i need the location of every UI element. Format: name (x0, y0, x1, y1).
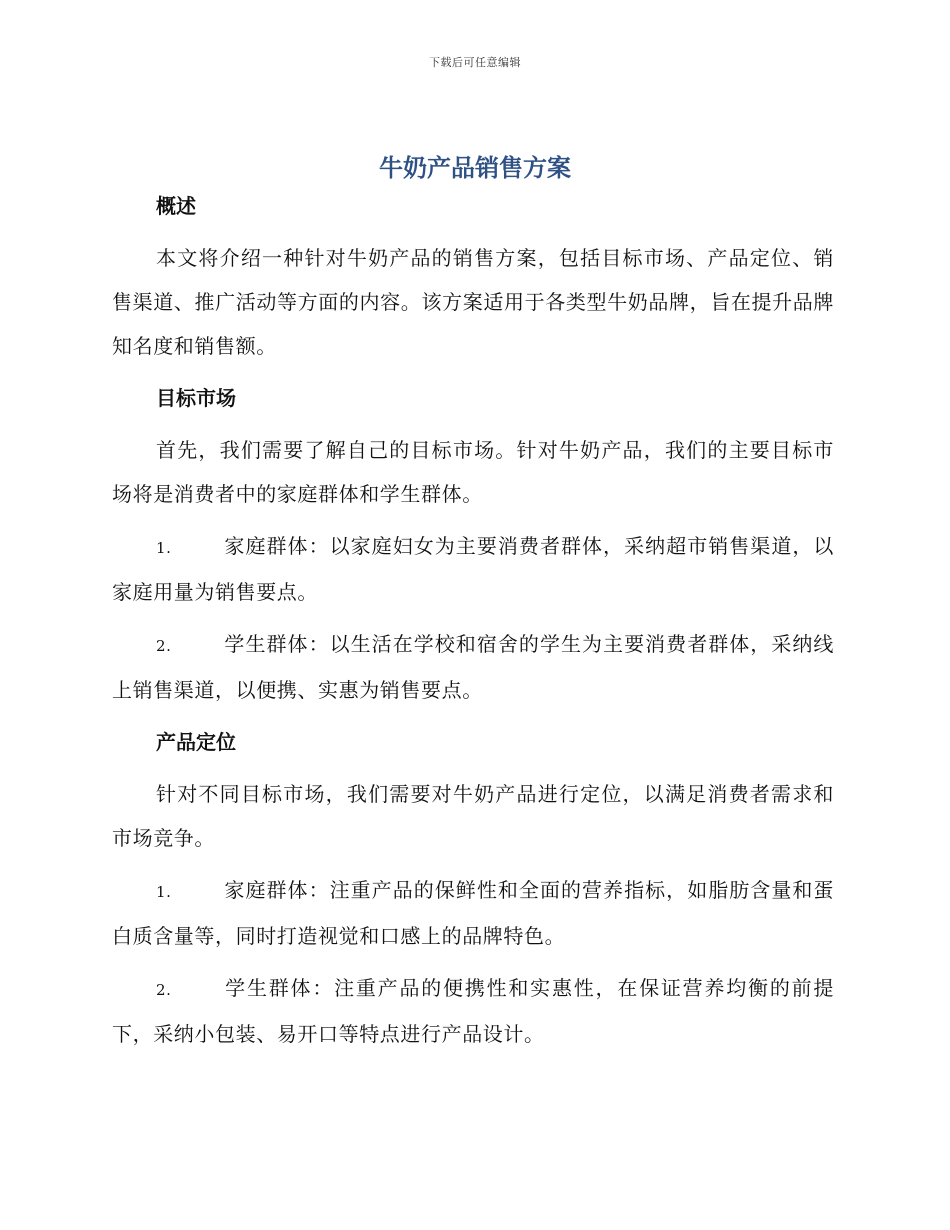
list-number: 1. (156, 539, 172, 557)
list-item (112, 622, 834, 712)
list-item (112, 524, 834, 614)
list-number: 2. (156, 981, 172, 999)
header-note: 下载后可任意编辑 (429, 56, 521, 69)
list-item (112, 966, 834, 1056)
paragraph: 首先，我们需要了解自己的目标市场。针对牛奶产品，我们的主要目标市场将是消费者中的家庭群体和学生群体。 (112, 438, 834, 506)
document-title: 牛奶产品销售方案 (379, 154, 571, 182)
section-heading-overview: 概述 (156, 194, 196, 218)
list-item (112, 868, 834, 958)
list-number: 1. (156, 883, 172, 901)
list-number: 2. (156, 637, 172, 655)
paragraph: 针对不同目标市场，我们需要对牛奶产品进行定位，以满足消费者需求和市场竞争。 (112, 782, 834, 850)
list-item-text: 家庭群体：以家庭妇女为主要消费者群体，采纳超市销售渠道，以家庭用量为销售要点。 (112, 534, 834, 604)
list-item-text: 家庭群体：注重产品的保鲜性和全面的营养指标，如脂肪含量和蛋白质含量等，同时打造视觉和口感上的品牌特色。 (112, 878, 834, 948)
list-item-text: 学生群体：注重产品的便携性和实惠性，在保证营养均衡的前提下，采纳小包装、易开口等特点进行产品设计。 (112, 976, 834, 1046)
document-body (112, 186, 834, 1056)
paragraph: 本文将介绍一种针对牛奶产品的销售方案，包括目标市场、产品定位、销售渠道、推广活动等方面的内容。该方案适用于各类型牛奶品牌，旨在提升品牌知名度和销售额。 (112, 246, 834, 358)
section-heading-product-positioning: 产品定位 (156, 730, 236, 754)
section-heading-target-market: 目标市场 (156, 386, 236, 410)
list-item-text: 学生群体：以生活在学校和宿舍的学生为主要消费者群体，采纳线上销售渠道，以便携、实惠为销售要点。 (112, 632, 834, 702)
